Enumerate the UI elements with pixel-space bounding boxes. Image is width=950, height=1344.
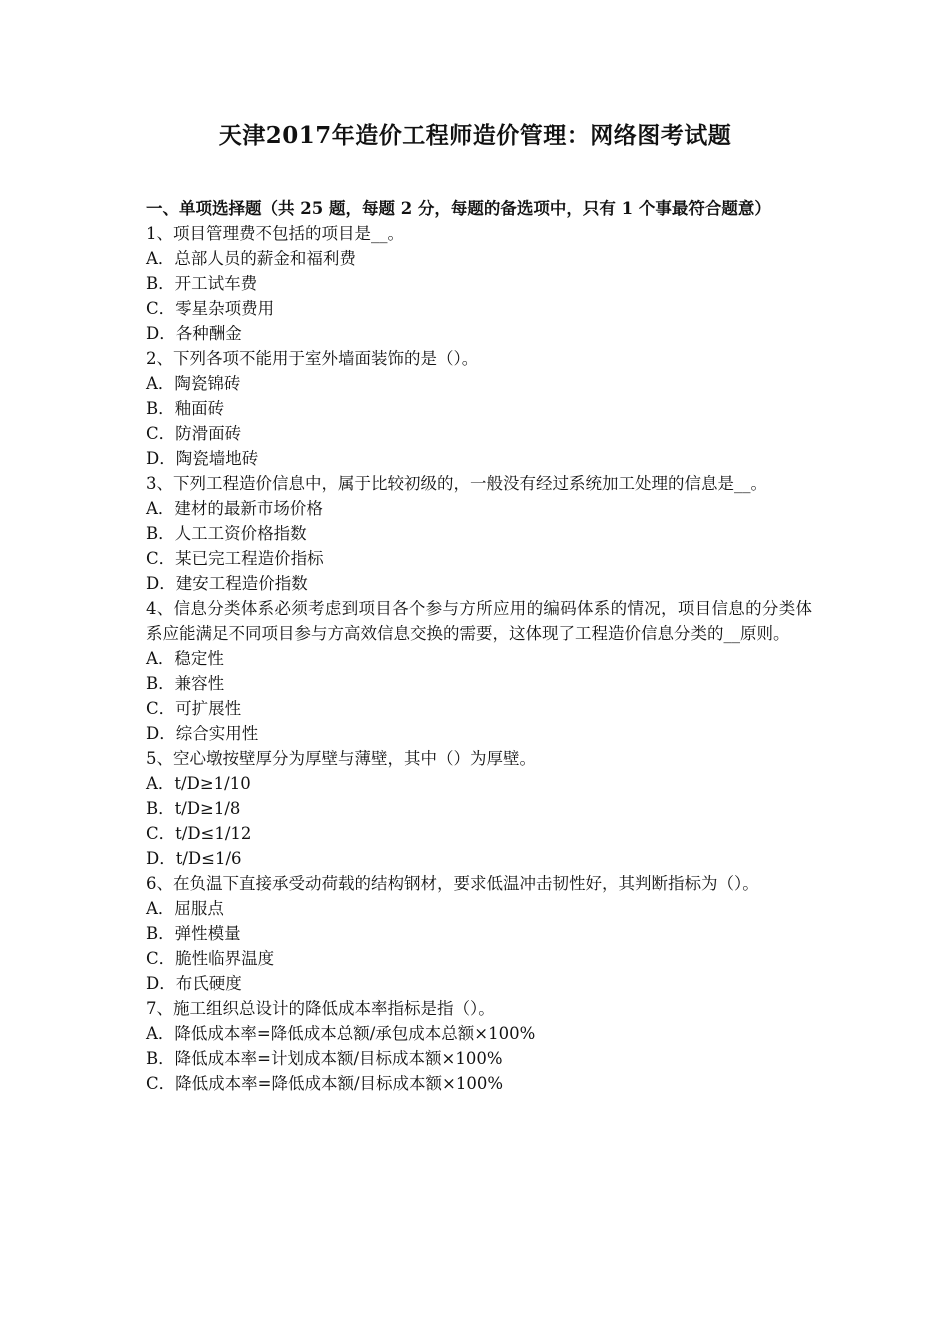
question-item	[146, 346, 812, 471]
answer-option: A．陶瓷锦砖	[146, 374, 241, 393]
answer-option: B．降低成本率=计划成本额/目标成本额×100%	[146, 1049, 503, 1068]
question-item	[146, 746, 812, 871]
answer-option: D．各种酬金	[146, 324, 242, 343]
question-stem: 1、项目管理费不包括的项目是__。	[146, 224, 404, 243]
question-stem: 2、下列各项不能用于室外墙面装饰的是（）。	[146, 349, 479, 368]
answer-option: C．零星杂项费用	[146, 299, 275, 318]
answer-option: A．稳定性	[146, 649, 224, 668]
answer-option: D．布氏硬度	[146, 974, 242, 993]
question-stem: 4、信息分类体系必须考虑到项目各个参与方所应用的编码体系的情况，项目信息的分类体系应能满足不同项目参与方高效信息交换的需要，这体现了工程造价信息分类的__原则。	[146, 599, 812, 643]
answer-option: C．可扩展性	[146, 699, 242, 718]
section-heading: 一、单项选择题（共 25 题，每题 2 分，每题的备选项中，只有 1 个事最符合题意）	[146, 199, 771, 218]
answer-option: B．开工试车费	[146, 274, 258, 293]
answer-option: D．陶瓷墙地砖	[146, 449, 259, 468]
answer-option: C．防滑面砖	[146, 424, 242, 443]
question-item	[146, 596, 812, 746]
answer-option: A．总部人员的薪金和福利费	[146, 249, 356, 268]
answer-option: A．降低成本率=降低成本总额/承包成本总额×100%	[146, 1024, 536, 1043]
question-item	[146, 471, 812, 596]
answer-option: C．脆性临界温度	[146, 949, 275, 968]
answer-option: D．建安工程造价指数	[146, 574, 308, 593]
question-stem: 7、施工组织总设计的降低成本率指标是指（）。	[146, 999, 495, 1018]
answer-option: B．釉面砖	[146, 399, 225, 418]
answer-option: C．t/D≤1/12	[146, 824, 252, 843]
answer-option: C．降低成本率=降低成本额/目标成本额×100%	[146, 1074, 504, 1093]
answer-option: A．建材的最新市场价格	[146, 499, 323, 518]
question-stem: 6、在负温下直接承受动荷载的结构钢材，要求低温冲击韧性好，其判断指标为（）。	[146, 874, 759, 893]
question-stem: 3、下列工程造价信息中，属于比较初级的，一般没有经过系统加工处理的信息是__。	[146, 474, 767, 493]
question-list	[146, 221, 812, 1096]
document-body	[146, 196, 812, 1096]
answer-option: A．t/D≥1/10	[146, 774, 251, 793]
question-item	[146, 996, 812, 1096]
answer-option: C．某已完工程造价指标	[146, 549, 324, 568]
answer-option: B．t/D≥1/8	[146, 799, 241, 818]
answer-option: B．兼容性	[146, 674, 225, 693]
document-title: 天津2017年造价工程师造价管理：网络图考试题	[218, 122, 732, 149]
question-item	[146, 871, 812, 996]
answer-option: D．综合实用性	[146, 724, 259, 743]
question-item	[146, 221, 812, 346]
answer-option: B．人工工资价格指数	[146, 524, 307, 543]
answer-option: B．弹性模量	[146, 924, 241, 943]
answer-option: D．t/D≤1/6	[146, 849, 242, 868]
answer-option: A．屈服点	[146, 899, 224, 918]
question-stem: 5、空心墩按壁厚分为厚壁与薄壁，其中（）为厚壁。	[146, 749, 536, 768]
